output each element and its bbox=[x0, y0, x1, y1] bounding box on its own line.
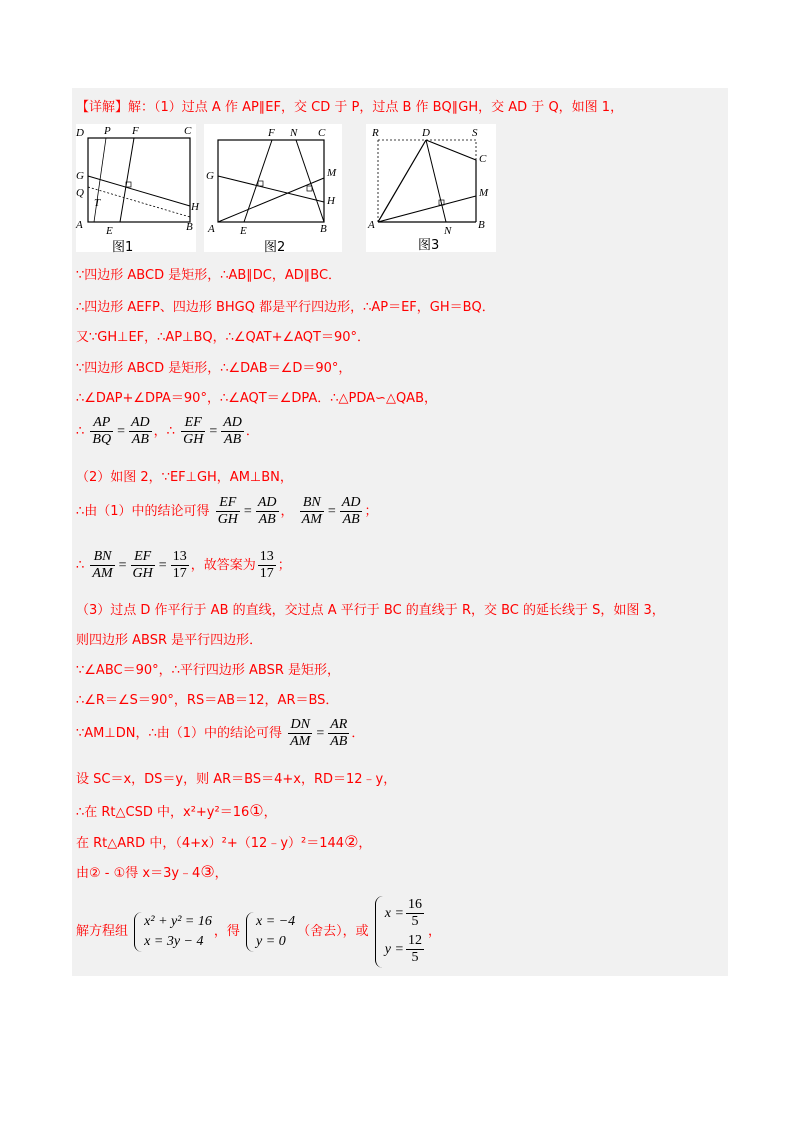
brace bbox=[246, 912, 255, 952]
fraction-ef-gh bbox=[131, 549, 155, 582]
line-3: ∴四边形 AEFP、四边形 BHGQ 都是平行四边形，∴AP＝EF，GH＝BQ． bbox=[76, 300, 495, 315]
system-row: x = −4 bbox=[256, 913, 296, 929]
line-17-end: ， bbox=[263, 805, 277, 820]
fraction-num: EF bbox=[181, 415, 205, 432]
fraction-num: EF bbox=[216, 495, 240, 512]
fig2-label-g: G bbox=[206, 170, 214, 182]
fig3-label-r: R bbox=[372, 127, 379, 139]
line-4: 又∵GH⊥EF，∴AP⊥BQ，∴∠QAT+∠AQT＝90°． bbox=[76, 330, 371, 345]
fraction-num: 13 bbox=[172, 549, 187, 564]
circled-two: ② bbox=[344, 832, 359, 851]
line-16: 设 SC＝x，DS＝y，则 AR＝BS＝4+x，RD＝12﹣y， bbox=[76, 772, 397, 787]
fraction-den: 17 bbox=[259, 566, 274, 581]
fraction-den: AB bbox=[258, 512, 276, 527]
figure-3-caption: 图3 bbox=[418, 238, 440, 253]
circled-three: ③ bbox=[200, 862, 215, 881]
equals-sign: = bbox=[243, 504, 252, 519]
fraction-12-5 bbox=[406, 933, 424, 966]
fig1-label-q: Q bbox=[76, 187, 84, 199]
line-10-end: ； bbox=[277, 558, 291, 573]
figure-2-caption: 图2 bbox=[264, 240, 286, 255]
equals-sign: = bbox=[118, 558, 127, 573]
fraction-num: DN bbox=[288, 717, 312, 734]
equals-sign: = bbox=[316, 726, 325, 741]
fig1-label-b: B bbox=[186, 221, 193, 233]
system-lhs: y = bbox=[384, 941, 404, 957]
system-row bbox=[385, 932, 426, 968]
line-7-mid: ，∴ bbox=[153, 424, 175, 439]
fraction-ef-gh bbox=[216, 495, 240, 528]
detail-tag: 【详解】 bbox=[76, 100, 129, 115]
fig3-label-s: S bbox=[472, 127, 478, 139]
fraction-ef-gh bbox=[181, 415, 205, 448]
line-9-end: ； bbox=[364, 504, 378, 519]
fraction-num: AR bbox=[330, 717, 348, 732]
fig1-label-f: F bbox=[132, 125, 139, 137]
line-11: （3）过点 D 作平行于 AB 的直线，交过点 A 平行于 BC 的直线于 R，交 BC 的延长线于 S，如图 3， bbox=[76, 603, 665, 618]
fraction-num: AD bbox=[341, 495, 361, 510]
fraction-ad-ab bbox=[129, 415, 152, 448]
fig3-label-d: D bbox=[422, 127, 430, 139]
line-15 bbox=[76, 716, 364, 752]
line-2: ∵四边形 ABCD 是矩形，∴AB∥DC，AD∥BC． bbox=[76, 268, 342, 283]
line-20-mid1: ，得 bbox=[213, 924, 240, 939]
brace bbox=[375, 896, 384, 968]
system-row: x = 3y − 4 bbox=[144, 933, 204, 949]
line-20-pre: 解方程组 bbox=[76, 924, 129, 939]
figure-1 bbox=[76, 124, 199, 255]
fig3-label-a: A bbox=[368, 219, 375, 231]
fraction-num: EF bbox=[131, 549, 155, 566]
fraction-bn-am bbox=[300, 495, 324, 528]
fig1-label-t: T bbox=[94, 197, 101, 209]
fig3-label-b: B bbox=[478, 219, 485, 231]
line-14: ∴∠R＝∠S＝90°，RS＝AB＝12，AR＝BS． bbox=[76, 693, 339, 708]
line-19 bbox=[76, 864, 228, 882]
fig2-label-n: N bbox=[290, 127, 298, 139]
system-lhs: x = bbox=[384, 905, 404, 921]
fig1-label-a: A bbox=[76, 219, 83, 231]
line-18-text: 在 Rt△ARD 中，（4+x）²+（12﹣y）²＝144 bbox=[76, 836, 345, 851]
fraction-den: AB bbox=[131, 432, 149, 447]
line-13: ∵∠ABC＝90°，∴平行四边形 ABSR 是矩形， bbox=[76, 663, 341, 678]
line-8: （2）如图 2，∵EF⊥GH，AM⊥BN， bbox=[76, 470, 293, 485]
fig2-label-m: M bbox=[327, 167, 337, 179]
fig2-label-a: A bbox=[208, 223, 215, 235]
line-12: 则四边形 ABSR 是平行四边形． bbox=[76, 633, 263, 648]
line-1-text: 解：（1）过点 A 作 AP∥EF，交 CD 于 P，过点 B 作 BQ∥GH，交 AD 于 Q，如图 1， bbox=[128, 100, 624, 115]
fig3-label-c: C bbox=[479, 153, 487, 165]
line-17 bbox=[76, 803, 277, 821]
equation-system-2 bbox=[246, 912, 295, 952]
fraction-den: BQ bbox=[92, 432, 112, 447]
line-20-mid2: （舍去），或 bbox=[297, 924, 369, 939]
fraction-answer-13-17 bbox=[258, 549, 276, 582]
line-20 bbox=[76, 892, 441, 972]
line-15-pre: ∵AM⊥DN，∴由（1）中的结论可得 bbox=[76, 726, 282, 741]
line-6: ∴∠DAP+∠DPA＝90°，∴∠AQT＝∠DPA．∴△PDA∽△QAB， bbox=[76, 391, 437, 406]
line-19-text: 由② - ①得 x＝3y﹣4 bbox=[76, 866, 201, 881]
fig2-label-b: B bbox=[320, 223, 327, 235]
fraction-num: 16 bbox=[407, 896, 422, 912]
line-15-end: ． bbox=[351, 726, 365, 741]
equation-system-3 bbox=[375, 896, 426, 968]
fraction-den: 5 bbox=[411, 949, 419, 965]
fraction-num: AD bbox=[257, 495, 277, 510]
line-7 bbox=[76, 414, 259, 450]
fraction-den: AM bbox=[290, 734, 311, 749]
equals-sign: = bbox=[209, 424, 218, 439]
line-9-pre: ∴由（1）中的结论可得 bbox=[76, 504, 210, 519]
fraction-den: AM bbox=[301, 512, 322, 527]
fig2-label-h: H bbox=[327, 195, 335, 207]
line-10-mid: ，故答案为 bbox=[190, 558, 256, 573]
fig1-label-e: E bbox=[106, 225, 113, 237]
circled-one: ① bbox=[249, 801, 264, 820]
figure-3-drawing bbox=[366, 124, 496, 252]
figure-2-drawing bbox=[204, 124, 342, 252]
fig1-label-d: D bbox=[76, 127, 84, 139]
fraction-16-5 bbox=[406, 897, 424, 930]
fraction-den: AB bbox=[342, 512, 360, 527]
line-18 bbox=[76, 834, 371, 852]
fraction-num: 13 bbox=[259, 549, 274, 564]
fraction-dn-am bbox=[288, 717, 312, 750]
fig1-label-h: H bbox=[191, 201, 199, 213]
fraction-den: AB bbox=[224, 432, 242, 447]
figure-1-caption: 图1 bbox=[112, 240, 134, 255]
fig1-label-g: G bbox=[76, 170, 84, 182]
figure-1-drawing bbox=[76, 124, 199, 252]
system-row bbox=[385, 896, 426, 932]
line-9 bbox=[76, 494, 377, 530]
line-5: ∵四边形 ABCD 是矩形，∴∠DAB＝∠D＝90°， bbox=[76, 361, 352, 376]
fraction-bn-am bbox=[90, 549, 114, 582]
fraction-ad-ab-2 bbox=[340, 495, 363, 528]
fig2-label-f: F bbox=[268, 127, 275, 139]
fraction-num: BN bbox=[300, 495, 324, 512]
line-17-text: ∴在 Rt△CSD 中，x²+y²＝16 bbox=[76, 805, 250, 820]
line-7-therefore: ∴ bbox=[76, 424, 85, 439]
fig3-label-n: N bbox=[444, 225, 452, 237]
fig1-label-p: P bbox=[104, 125, 111, 137]
line-10 bbox=[76, 548, 291, 584]
figure-2 bbox=[204, 124, 342, 255]
line-20-end: ， bbox=[427, 924, 441, 939]
equals-sign: = bbox=[327, 504, 336, 519]
system-row: x² + y² = 16 bbox=[144, 913, 212, 929]
fraction-den: GH bbox=[183, 432, 204, 447]
brace bbox=[134, 912, 143, 952]
fraction-num: BN bbox=[90, 549, 114, 566]
fig2-label-e: E bbox=[240, 225, 247, 237]
fraction-ad-ab bbox=[256, 495, 279, 528]
fig1-label-c: C bbox=[184, 125, 192, 137]
line-19-end: ， bbox=[214, 866, 228, 881]
fraction-ad-ab-2 bbox=[221, 415, 244, 448]
fraction-den: GH bbox=[132, 566, 153, 581]
fig3-label-m: M bbox=[479, 187, 489, 199]
equals-sign: = bbox=[117, 424, 125, 439]
fraction-num: AD bbox=[131, 415, 150, 430]
fraction-den: AB bbox=[330, 734, 348, 749]
fraction-num: 12 bbox=[407, 932, 422, 948]
system-row: y = 0 bbox=[256, 933, 286, 949]
fraction-den: 17 bbox=[172, 566, 187, 581]
fraction-den: AM bbox=[92, 566, 113, 581]
fraction-ar-ab bbox=[328, 717, 349, 750]
fraction-13-17 bbox=[171, 549, 189, 582]
line-10-pre: ∴ bbox=[76, 558, 85, 573]
line-9-mid: ， bbox=[280, 504, 294, 519]
fraction-den: 5 bbox=[411, 913, 419, 929]
line-7-end: ． bbox=[245, 424, 259, 439]
fraction-den: GH bbox=[217, 512, 238, 527]
fraction-num: AD bbox=[223, 415, 242, 430]
equals-sign: = bbox=[158, 558, 167, 573]
fraction-num: AP bbox=[90, 415, 113, 432]
line-18-end: ， bbox=[358, 836, 372, 851]
line-1 bbox=[76, 100, 623, 116]
figure-3 bbox=[366, 124, 496, 252]
fig2-label-c: C bbox=[318, 127, 326, 139]
fraction-ap-bq bbox=[90, 415, 113, 448]
equation-system-1 bbox=[134, 912, 212, 952]
